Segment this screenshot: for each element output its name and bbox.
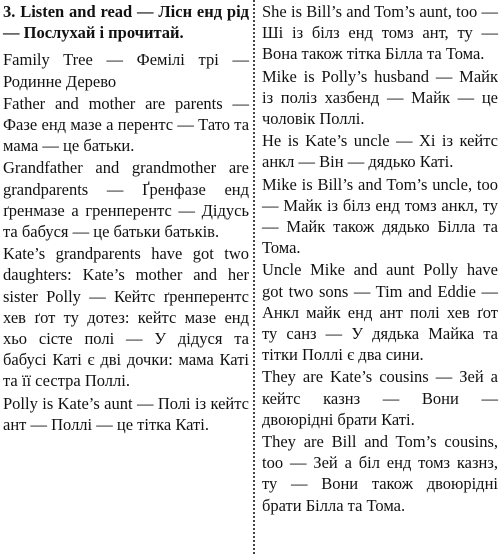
english-text: Uncle Mike and aunt Polly have got two sons — Tim and Eddie <box>262 260 498 301</box>
ukrainian-translation: Вона також тітка Білла та Тома. <box>262 44 485 64</box>
transcription-text: Фазе енд мазе а перентс <box>3 115 174 135</box>
ukrainian-translation: Майк — це чоловік Поллі. <box>262 87 498 129</box>
vocab-entry: He is Kate’s uncle — Хі із кейтс анкл — Він — дядько Каті. <box>262 131 498 172</box>
vocab-entry: Uncle Mike and aunt Polly have got two sons — Tim and Eddie — Анкл майк енд ант полі хев ґот ту санз — У дядька Майка та тітки Поллі є два сини. <box>262 260 499 365</box>
english-text: Father and mother are parents <box>3 93 223 113</box>
english-text: He is Kate’s uncle <box>262 131 390 151</box>
vocab-entry: Father and mother are parents — Фазе енд мазе а перентс — Тато та мама — це батьки. <box>3 93 250 156</box>
ukrainian-translation: Тато та мама — це батьки. <box>3 115 250 156</box>
transcription-text: Зей а біл енд томз казнз, ту <box>262 453 499 494</box>
transcription-text: Анкл майк енд ант полі хев ґот ту санз <box>262 302 498 344</box>
exercise-title: Listen and read — Лісн енд рід — Послухай і прочитай. <box>3 2 249 43</box>
exercise-number: 3. <box>3 2 16 21</box>
ukrainian-translation: Майк також дядько Білла та Тома. <box>262 217 498 258</box>
vocab-entry: They are Bill and Tom’s cousins, too — Зей а біл енд томз казнз, ту — Вони також двоюрідні брати Білла та Тома. <box>262 432 499 515</box>
english-text: Mike is Polly’s husband <box>262 66 430 86</box>
transcription-text: Ґренфазе енд ґренмазе а гренперентс <box>3 179 249 220</box>
exercise-heading <box>3 1 249 43</box>
english-text: Polly is Kate’s aunt <box>3 393 133 413</box>
ukrainian-translation: Поллі — це тітка Каті. <box>51 414 209 434</box>
transcription-text: Кейтс ґренперентс хев ґот ту дотез: кейтс мазе енд хьо сісте полі <box>3 286 249 349</box>
vocab-entry: She is Bill’s and Tom’s aunt, too — Ші із білз енд томз ант, ту — Вона також тітка Білла та Тома. <box>262 2 499 64</box>
ukrainian-translation: Дідусь та бабуся — це батьки батьків. <box>3 200 250 242</box>
vocab-entry: Mike is Bill’s and Tom’s uncle, too — Майк із білз енд томз анкл, ту — Майк також дядько Білла та Тома. <box>262 174 499 258</box>
english-text: Mike is Bill’s and Tom’s uncle, too <box>262 174 498 194</box>
ukrainian-translation: У дядька Майка та тітки Поллі є два сини. <box>262 324 498 365</box>
transcription-text: Полі із кейтс ант <box>3 393 249 434</box>
ukrainian-translation: Вони — двоюрідні брати Каті. <box>262 388 498 429</box>
vocab-entry: Grandfather and grandmother are grandparents — Ґренфазе енд ґренмазе а гренперентс — Дідусь та бабуся — це батьки батьків. <box>3 158 250 242</box>
transcription-text: Ші із білз енд томз ант, ту <box>262 23 473 43</box>
ukrainian-translation: Родинне Дерево <box>3 71 117 91</box>
transcription-text: Майк із поліз хазбенд <box>262 66 498 107</box>
vocab-entry: Family Tree — Фемілі трі — Родинне Дерево <box>3 50 249 91</box>
english-text: She is Bill’s and Tom’s aunt, too <box>262 2 478 21</box>
vocab-entry: They are Kate’s cousins — Зей а кейтс казнз — Вони — двоюрідні брати Каті. <box>262 367 499 429</box>
transcription-text: Хі із кейтс анкл <box>262 131 498 172</box>
ukrainian-translation: Вони також двоюрідні брати Білла та Тома. <box>262 474 498 515</box>
vocab-entry: Kate’s grandparents have got two daughters: Kate’s mother and her sister Polly — Кейтс ґренперентс хев ґот ту дотез: кейтс мазе енд хьо сісте полі — У дідуся та бабусі Каті є дві дочки: мама Каті та її сестра Поллі. <box>3 244 249 391</box>
english-text: Family Tree <box>3 50 93 70</box>
vocab-entry: Mike is Polly’s husband — Майк із поліз хазбенд — Майк — це чоловік Поллі. <box>262 66 498 129</box>
left-column <box>3 1 249 435</box>
vocab-entry: Polly is Kate’s aunt — Полі із кейтс ант — Поллі — це тітка Каті. <box>3 393 249 434</box>
english-text: They are Bill and Tom’s cousins, too <box>262 432 498 473</box>
ukrainian-translation: Він — дядько Каті. <box>319 152 454 172</box>
transcription-text: Зей а кейтс казнз <box>262 367 499 408</box>
transcription-text: Фемілі трі <box>136 50 219 70</box>
right-column <box>262 1 498 516</box>
english-text: They are Kate’s cousins <box>262 367 429 387</box>
english-text: Kate’s grandparents have got two daughters: Kate’s mother and her sister Polly <box>3 244 249 306</box>
ukrainian-translation: У дідуся та бабусі Каті є дві дочки: мама Каті та її сестра Поллі. <box>3 329 249 391</box>
transcription-text: Майк із білз енд томз анкл, ту <box>283 195 499 215</box>
english-text: Grandfather and grandmother are grandparents <box>3 158 249 199</box>
column-divider <box>253 0 255 554</box>
